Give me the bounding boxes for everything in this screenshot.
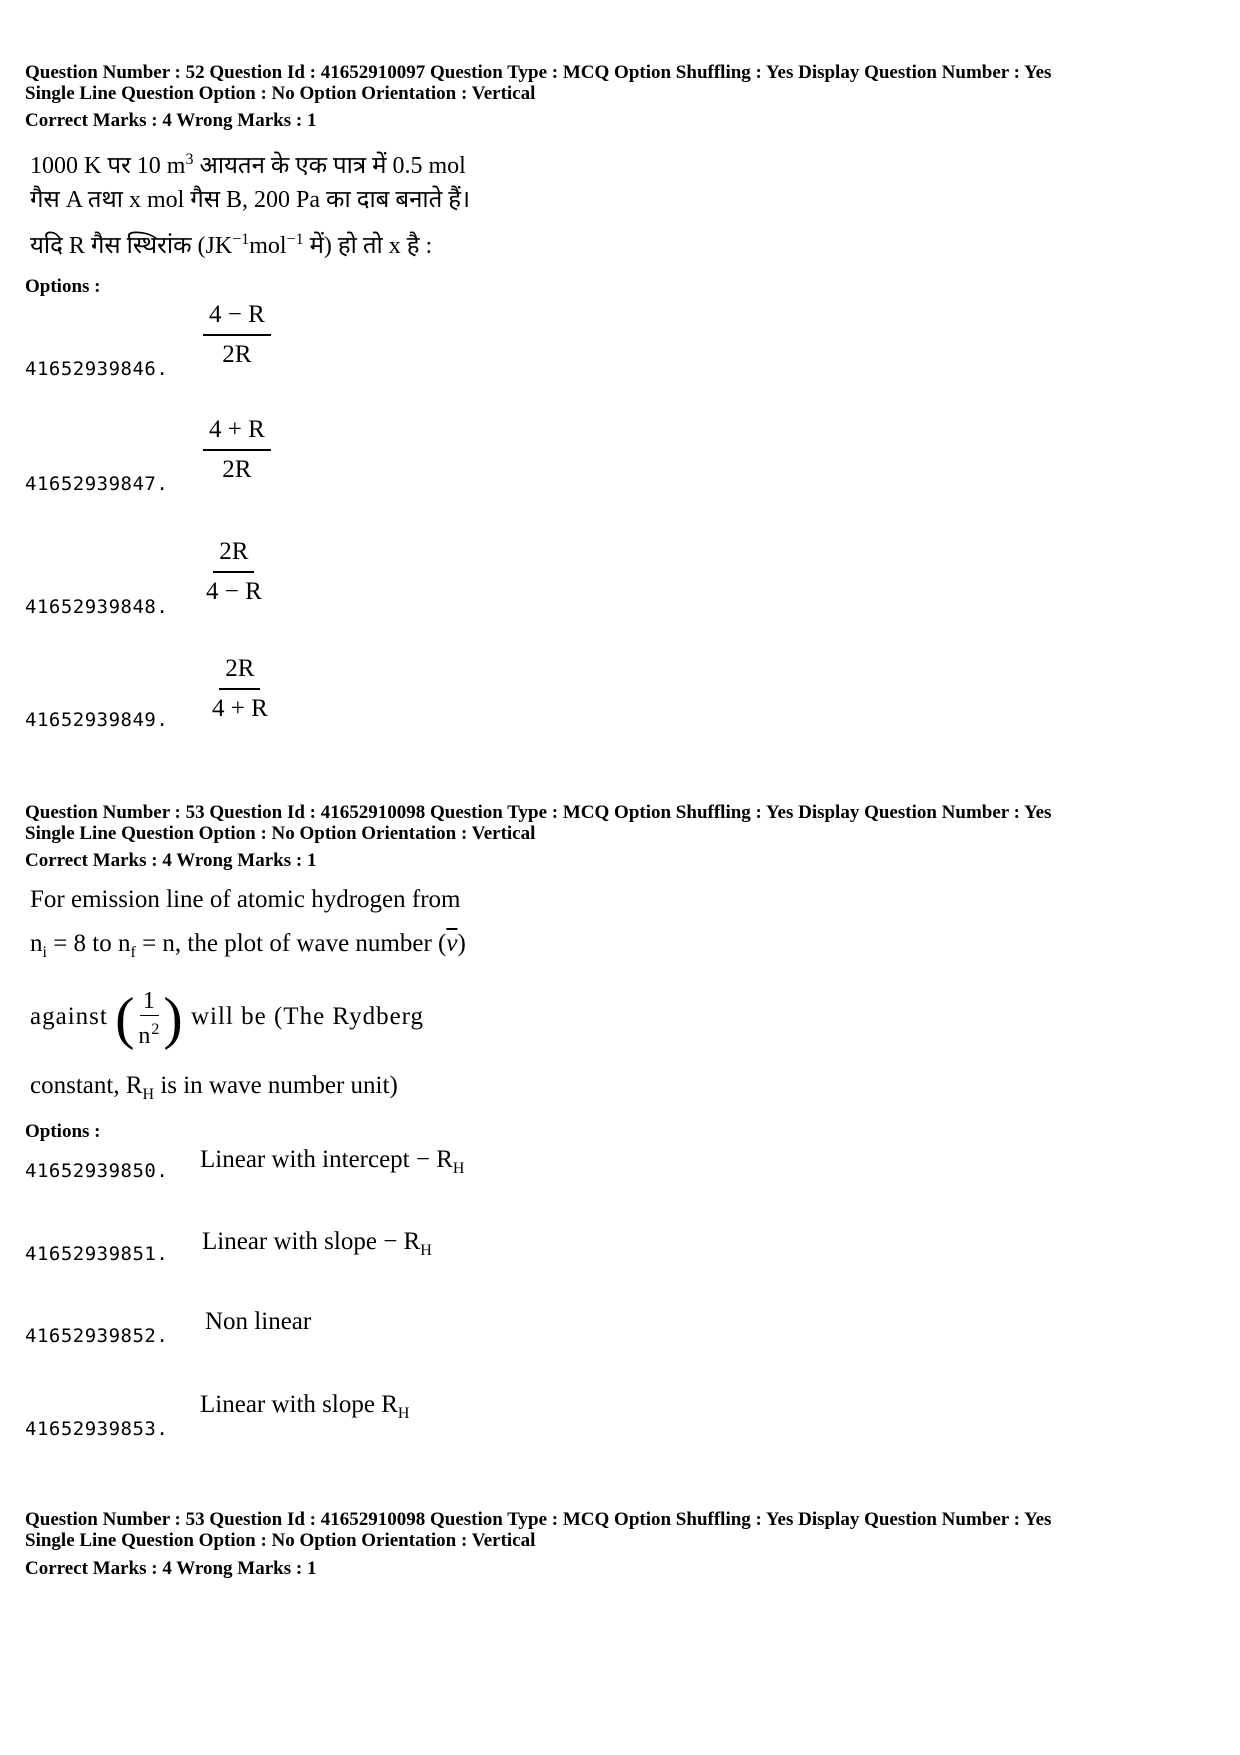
q52-option-3-id: 41652939848. (25, 596, 169, 618)
q52-marks: Correct Marks : 4 Wrong Marks : 1 (25, 110, 317, 131)
q53-body-line4: constant, $R_H$ is in wave number unit) (30, 1072, 398, 1103)
q52-option-2-fraction[interactable]: $\frac{4 + R}{2R}$ (203, 415, 271, 485)
q53-marks: Correct Marks : 4 Wrong Marks : 1 (25, 850, 317, 871)
q53-option-1-text[interactable]: Linear with intercept − $R_H$ (200, 1146, 465, 1177)
q53-option-2-text[interactable]: Linear with slope − $R_H$ (202, 1228, 432, 1259)
q52-option-4-id: 41652939849. (25, 709, 169, 731)
q53-header-line2: Single Line Question Option : No Option Orientation : Vertical (25, 823, 536, 844)
q52-option-3-fraction[interactable]: $\frac{2R}{4 - R}$ (206, 538, 262, 605)
q53-body-line2: $n_i = 8$ to $n_f = n$, the plot of wave number $(\overline{\nu})$ (30, 930, 466, 961)
q52-body-line3: यदि R गैस स्थिरांक ($JK^{-1}mol^{-1}$ में) हो तो x है : (30, 231, 433, 259)
q53-body-line1: For emission line of atomic hydrogen from (30, 886, 461, 913)
q53-option-3-text[interactable]: Non linear (205, 1308, 312, 1335)
q53-option-3-id: 41652939852. (25, 1325, 169, 1347)
q53-option-2-id: 41652939851. (25, 1243, 169, 1265)
q53b-header-line2: Single Line Question Option : No Option Orientation : Vertical (25, 1530, 536, 1551)
q53-inline-fraction: $\frac{1}{n^2}$ (138, 987, 161, 1049)
q52-option-2-id: 41652939847. (25, 473, 169, 495)
q53-option-4-text[interactable]: Linear with slope $R_H$ (200, 1391, 410, 1422)
q53b-header-line1: Question Number : 53 Question Id : 41652910098 Question Type : MCQ Option Shuffling : Yes Display Question Number : Yes (25, 1509, 1052, 1530)
q52-body-line1: 1000 K पर 10 $m^3$ आयतन के एक पात्र में 0.5 mol (30, 151, 466, 179)
q52-option-1-id: 41652939846. (25, 358, 169, 380)
q53-options-label: Options : (25, 1121, 101, 1142)
q52-option-1-fraction[interactable]: $\frac{4 - R}{2R}$ (203, 300, 271, 370)
q53-header-line1: Question Number : 53 Question Id : 41652910098 Question Type : MCQ Option Shuffling : Yes Display Question Number : Yes (25, 802, 1052, 823)
q53-body-line3: against ( $\frac{1}{n^2}$ ) will be (The Rydberg (30, 985, 425, 1051)
q53-option-1-id: 41652939850. (25, 1160, 169, 1182)
q52-header-line2: Single Line Question Option : No Option Orientation : Vertical (25, 83, 536, 104)
q52-header-line1: Question Number : 52 Question Id : 41652910097 Question Type : MCQ Option Shuffling : Yes Display Question Number : Yes (25, 62, 1052, 83)
q52-option-4-fraction[interactable]: $\frac{2R}{4 + R}$ (212, 655, 268, 722)
q52-options-label: Options : (25, 276, 101, 297)
q52-body-line2: गैस A तथा x mol गैस B, 200 Pa का दाब बनाते हैं। (30, 187, 471, 213)
q53-option-4-id: 41652939853. (25, 1418, 169, 1440)
q53b-marks: Correct Marks : 4 Wrong Marks : 1 (25, 1558, 317, 1579)
